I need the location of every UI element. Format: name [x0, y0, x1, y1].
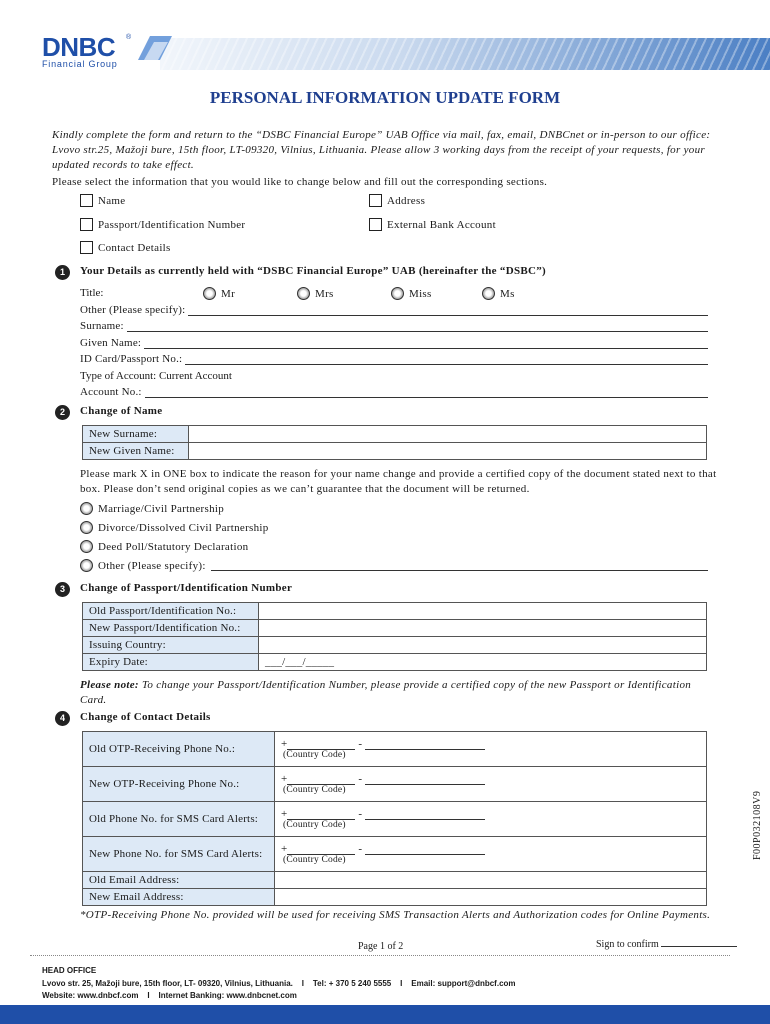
- page-title: PERSONAL INFORMATION UPDATE FORM: [209, 88, 561, 107]
- divider: [30, 955, 730, 956]
- account-type-value: Current Account: [158, 370, 232, 382]
- new-otp-input[interactable]: [275, 767, 707, 802]
- intro-text: Kindly complete the form and return to the “DSBC Financial Europe” UAB Office via mail, fax, email, DNBCnet or in-person to our office: Lvovo str.25, Mažoji bure, 15th floor, LT-09320, Vilnius, Lithuania. Please allow 3 working days from the receipt of your requests, for your updated records to take effect.: [52, 129, 711, 171]
- passport-table: [82, 602, 707, 671]
- marriage-radio[interactable]: [80, 502, 93, 515]
- mrs-radio[interactable]: [297, 287, 310, 300]
- expiry-label: Expiry Date:: [83, 654, 259, 671]
- title-ms[interactable]: [482, 287, 515, 300]
- option-label: Contact Details: [98, 241, 171, 254]
- logo: DNBC: [42, 32, 116, 62]
- old-passport-label: Old Passport/Identification No.:: [83, 603, 259, 620]
- title-label: Title:: [80, 287, 104, 299]
- section-3-number: 3: [55, 582, 70, 597]
- field-label: Type of Account:: [80, 370, 157, 382]
- option-passport[interactable]: [80, 218, 245, 231]
- footer-head: [42, 966, 96, 975]
- section-2-heading: Change of Name: [80, 405, 163, 417]
- section-1-number: 1: [55, 265, 70, 280]
- new-sms-label: New Phone No. for SMS Card Alerts:: [83, 837, 275, 872]
- form-code: F00P032108V9: [752, 790, 763, 860]
- other-reason-input[interactable]: [211, 561, 708, 571]
- option-label: Passport/Identification Number: [98, 218, 246, 231]
- plus-sign: +: [281, 773, 288, 785]
- field-label: Surname:: [80, 320, 124, 332]
- address-checkbox[interactable]: [369, 194, 382, 207]
- radio-label: Marriage/Civil Partnership: [98, 502, 225, 515]
- radio-label: Ms: [500, 287, 515, 300]
- option-address[interactable]: [369, 194, 425, 207]
- radio-label: Deed Poll/Statutory Declaration: [98, 540, 249, 553]
- footer-email[interactable]: Email: support@dnbcf.com: [411, 979, 516, 988]
- old-passport-input[interactable]: [259, 603, 707, 620]
- bottom-bar: [0, 1005, 770, 1024]
- miss-radio[interactable]: [391, 287, 404, 300]
- sign-label: Sign to confirm: [596, 939, 659, 950]
- issuing-country-label: Issuing Country:: [83, 637, 259, 654]
- radio-label: Mrs: [315, 287, 334, 300]
- deed-poll-radio[interactable]: [80, 540, 93, 553]
- new-passport-label: New Passport/Identification No.:: [83, 620, 259, 637]
- plus-sign: +: [281, 738, 288, 750]
- account-type: [80, 370, 232, 382]
- new-otp-label: New OTP-Receiving Phone No.:: [83, 767, 275, 802]
- mr-radio[interactable]: [203, 287, 216, 300]
- dash: -: [358, 773, 363, 785]
- title-mrs[interactable]: [297, 287, 334, 300]
- plus-sign: +: [281, 808, 288, 820]
- reason-divorce[interactable]: [80, 521, 269, 534]
- option-name[interactable]: [80, 194, 125, 207]
- section-1-heading: Your Details as currently held with “DSBC Financial Europe” UAB (hereinafter the “DSBC”): [80, 265, 547, 277]
- field-label: ID Card/Passport No.:: [80, 353, 183, 365]
- country-code-label: (Country Code): [283, 785, 346, 795]
- footer-separator: I: [147, 991, 150, 1000]
- account-no-field[interactable]: [80, 386, 708, 398]
- contact-checkbox[interactable]: [80, 241, 93, 254]
- field-label: Other (Please specify):: [80, 304, 186, 316]
- new-email-label: New Email Address:: [83, 889, 275, 906]
- footer-website[interactable]: Website: www.dnbcf.com: [42, 991, 139, 1000]
- footer-head-label: HEAD OFFICE: [42, 966, 97, 975]
- reason-deed-poll[interactable]: [80, 540, 248, 553]
- radio-label: Mr: [221, 287, 236, 300]
- old-email-label: Old Email Address:: [83, 872, 275, 889]
- dash: -: [358, 808, 363, 820]
- surname-field[interactable]: [80, 320, 708, 332]
- field-label: Given Name:: [80, 337, 142, 349]
- title-miss[interactable]: [391, 287, 432, 300]
- old-sms-input[interactable]: [275, 802, 707, 837]
- new-email-input[interactable]: [275, 889, 707, 906]
- radio-label: Miss: [409, 287, 432, 300]
- name-change-instruction: Please mark X in ONE box to indicate the reason for your name change and provide a certified copy of the document stated next to that box. Please don’t send original copies as we can’t guarantee that the document will be returned.: [80, 468, 717, 495]
- footer-line-2: [42, 991, 297, 1000]
- note-label: Please note:: [80, 679, 139, 691]
- new-surname-input[interactable]: [189, 426, 707, 443]
- new-surname-label: New Surname:: [83, 426, 189, 443]
- option-bank[interactable]: [369, 218, 496, 231]
- old-sms-label: Old Phone No. for SMS Card Alerts:: [83, 802, 275, 837]
- new-sms-input[interactable]: [275, 837, 707, 872]
- plus-sign: +: [281, 843, 288, 855]
- country-code-label: (Country Code): [283, 820, 346, 830]
- signature-line[interactable]: [661, 937, 737, 947]
- select-instruction: Please select the information that you would like to change below and fill out the corresponding sections.: [52, 176, 548, 188]
- old-email-input[interactable]: [275, 872, 707, 889]
- issuing-country-input[interactable]: [259, 637, 707, 654]
- name-change-table: [82, 425, 707, 460]
- radio-label: Divorce/Dissolved Civil Partnership: [98, 521, 269, 534]
- footer-separator: I: [301, 979, 304, 988]
- reason-other[interactable]: [80, 559, 708, 572]
- divorce-radio[interactable]: [80, 521, 93, 534]
- radio-label: Other (Please specify):: [98, 559, 206, 572]
- other-radio[interactable]: [80, 559, 93, 572]
- footer-address: Lvovo str. 25, Mažoji bure, 15th floor, LT- 09320, Vilnius, Lithuania.: [42, 979, 293, 988]
- ms-radio[interactable]: [482, 287, 495, 300]
- footer-line-1: [42, 979, 516, 988]
- reason-marriage[interactable]: [80, 502, 224, 515]
- new-passport-input[interactable]: [259, 620, 707, 637]
- dash: -: [358, 738, 363, 750]
- page-number: Page 1 of 2: [358, 941, 404, 952]
- logo-mark-icon: [128, 30, 176, 66]
- field-label: Account No.:: [80, 386, 142, 398]
- otp-note: *OTP-Receiving Phone No. provided will be used for receiving SMS Transaction Alerts and Authorization codes for Online Payments.: [80, 909, 711, 921]
- contact-table: [82, 731, 707, 906]
- given-name-field[interactable]: [80, 337, 708, 349]
- other-title-field[interactable]: [80, 304, 708, 316]
- country-code-label: (Country Code): [283, 855, 346, 865]
- option-label: Address: [387, 194, 426, 207]
- section-4-number: 4: [55, 711, 70, 726]
- option-label: External Bank Account: [387, 218, 496, 231]
- old-otp-input[interactable]: [275, 732, 707, 767]
- name-checkbox[interactable]: [80, 194, 93, 207]
- new-given-input[interactable]: [189, 443, 707, 460]
- id-field[interactable]: [80, 353, 708, 365]
- passport-note: [80, 678, 720, 708]
- note-text: To change your Passport/Identification Number, please provide a certified copy of the new Passport or Identification Card.: [80, 679, 692, 706]
- section-4-heading: Change of Contact Details: [80, 711, 211, 723]
- option-label: Name: [98, 194, 126, 207]
- section-2-number: 2: [55, 405, 70, 420]
- new-given-label: New Given Name:: [83, 443, 189, 460]
- dash: -: [358, 843, 363, 855]
- expiry-input[interactable]: ___/___/_____: [259, 654, 707, 671]
- footer-separator: I: [400, 979, 403, 988]
- footer-banking[interactable]: Internet Banking: www.dnbcnet.com: [158, 991, 297, 1000]
- sign-to-confirm[interactable]: [596, 937, 737, 950]
- logo-registered: ®: [126, 34, 132, 41]
- section-3-heading: Change of Passport/Identification Number: [80, 582, 293, 594]
- title-mr[interactable]: [203, 287, 235, 300]
- bank-checkbox[interactable]: [369, 218, 382, 231]
- logo-subtitle: Financial Group: [42, 59, 118, 69]
- passport-checkbox[interactable]: [80, 218, 93, 231]
- country-code-label: (Country Code): [283, 750, 346, 760]
- header-band: [160, 38, 770, 70]
- old-otp-label: Old OTP-Receiving Phone No.:: [83, 732, 275, 767]
- footer-tel: Tel: + 370 5 240 5555: [312, 979, 392, 988]
- option-contact[interactable]: [80, 241, 171, 254]
